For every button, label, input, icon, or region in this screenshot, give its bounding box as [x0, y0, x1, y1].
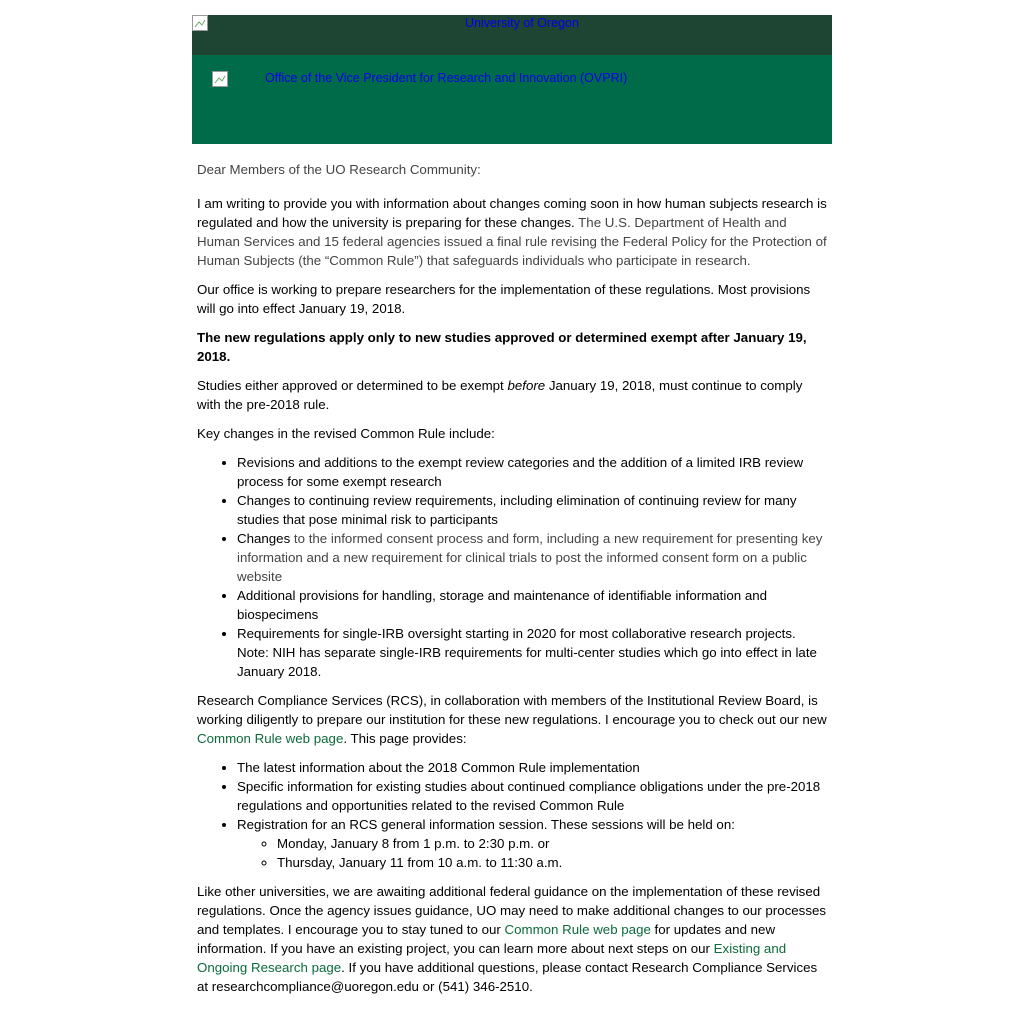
common-rule-link[interactable]: Common Rule web page	[197, 731, 344, 746]
uo-logo-link[interactable]: University of Oregon	[465, 16, 579, 30]
broken-image-icon	[192, 15, 208, 31]
bold-notice: The new regulations apply only to new studies approved or determined exempt after January 19, 2018.	[197, 330, 807, 364]
key-changes-list	[197, 453, 827, 681]
sessions-list	[237, 834, 827, 872]
broken-image-icon	[212, 71, 228, 87]
list-item: • Additional provisions for handling, storage and maintenance of identifiable information and biospecimens	[237, 586, 827, 624]
registration-text: Registration for an RCS general information session. These sessions will be held on:	[237, 817, 735, 832]
list-item: • The latest information about the 2018 Common Rule implementation	[237, 758, 827, 777]
list-item: • Changes to continuing review requirements, including elimination of continuing review for many studies that pose minimal risk to participants	[237, 491, 827, 529]
intro-text: I am writing to provide you with information about changes coming soon in how human subjects research is regulated and how the university is preparing for these changes.	[197, 196, 827, 230]
list-item: • Specific information for existing studies about continued compliance obligations under the pre-2018 regulations and opportunities related to the revised Common Rule	[237, 777, 827, 815]
email-container	[192, 15, 832, 1006]
closing-text: Like other universities, we are awaiting additional federal guidance on the implementation of these revised regulations. Once the agency issues guidance, UO may need to make additional changes to our processes and templates. I encourage you to stay tuned to our	[197, 884, 827, 937]
ovpri-header-bar	[192, 55, 832, 144]
pre2018-emphasis: before	[507, 378, 546, 393]
paragraph-bold-notice	[197, 328, 827, 366]
paragraph-rcs	[197, 691, 827, 748]
closing-text-mid: for updates and new information. If you have an existing project, you can learn more about next steps on our	[197, 922, 776, 956]
list-item	[237, 815, 827, 872]
ovpri-logo-link[interactable]: Office of the Vice President for Research and Innovation (OVPRI)	[265, 71, 628, 85]
paragraph-pre-2018	[197, 376, 827, 414]
paragraph-key-changes-intro: Key changes in the revised Common Rule include:	[197, 426, 495, 441]
provides-list	[197, 758, 827, 872]
kc3-lead: Changes	[237, 531, 291, 546]
common-rule-link[interactable]: Common Rule web page	[504, 922, 651, 937]
existing-research-link[interactable]: Existing and Ongoing Research page	[197, 941, 787, 975]
email-body	[192, 144, 832, 996]
uo-header-bar	[192, 15, 832, 55]
rcs-text: Research Compliance Services (RCS), in collaboration with members of the Institutional Review Board, is working diligently to prepare our institution for these new regulations. I encourage you to check out our new	[197, 693, 827, 727]
pre2018-text-end: January 19, 2018, must continue to comply with the pre-2018 rule.	[197, 378, 803, 412]
list-item: • Requirements for single-IRB oversight starting in 2020 for most collaborative research projects. Note: NIH has separate single-IRB requirements for multi-center studies which go into effect in late January 2018.	[237, 624, 827, 681]
paragraph-intro	[197, 194, 827, 270]
paragraph-effective-date: Our office is working to prepare researchers for the implementation of these regulations. Most provisions will go into effect January 19, 2018.	[197, 282, 811, 316]
list-item: • Revisions and additions to the exempt review categories and the addition of a limited IRB review process for some exempt research	[237, 453, 827, 491]
list-item	[237, 529, 827, 586]
pre2018-text: Studies either approved or determined to be exempt	[197, 378, 508, 393]
list-item: ◦ Thursday, January 11 from 10 a.m. to 11:30 a.m.	[277, 853, 827, 872]
list-item: ◦ Monday, January 8 from 1 p.m. to 2:30 p.m. or	[277, 834, 827, 853]
kc3-rest: to the informed consent process and form, including a new requirement for presenting key information and a new requirement for clinical trials to post the informed consent form on a public website	[237, 531, 823, 584]
rcs-text-end: . This page provides:	[343, 731, 467, 746]
intro-text-rule: The U.S. Department of Health and Human Services and 15 federal agencies issued a final rule revising the Federal Policy for the Protection of Human Subjects (the “Common Rule”) that safeguards individuals who participate in research.	[197, 215, 827, 268]
closing-text-end: . If you have additional questions, please contact Research Compliance Services at researchcompliance@uoregon.edu or (541) 346-2510.	[197, 960, 818, 994]
paragraph-closing	[197, 882, 827, 996]
greeting: Dear Members of the UO Research Community:	[197, 162, 481, 177]
